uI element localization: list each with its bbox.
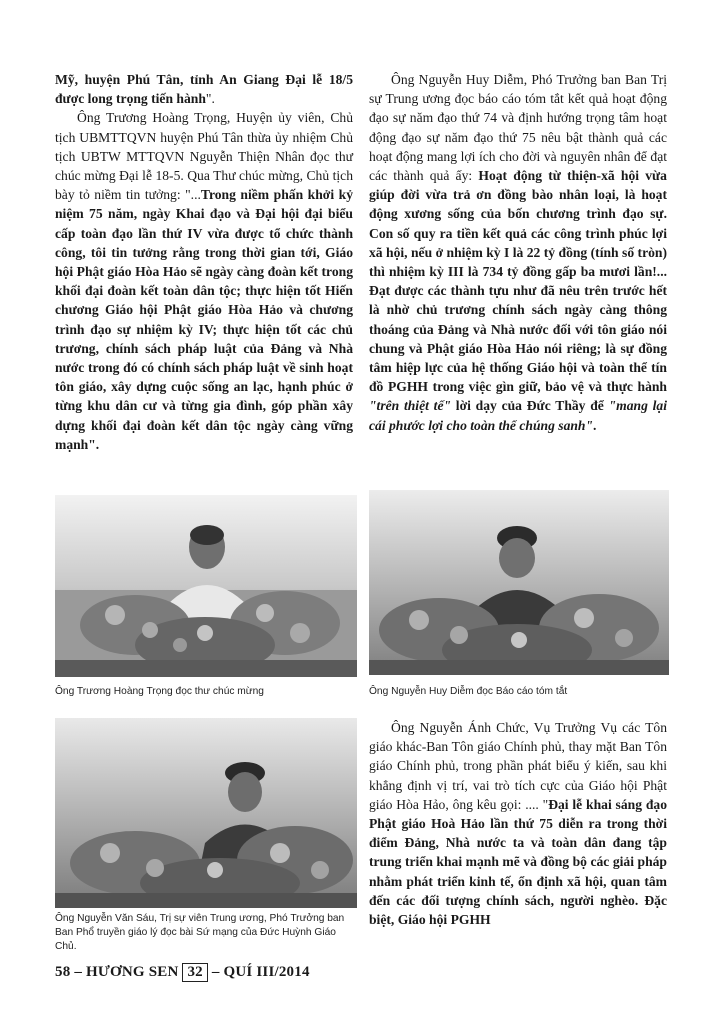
photo-nguyen-huy-diem xyxy=(369,490,669,675)
text: Ông Trương Hoàng Trọng, Huyện ủy viên, Chủ tịch UBMTTQVN huyện Phú Tân thừa ủy nhiệm Chủ tịch UBTW MTTQVN Nguyễn Thiện Nhân đọc thư chúc mừng Đại lễ 18-5. Qua Thư chúc mừng, Chủ tịch bày tỏ niềm tin tưởng: "... xyxy=(55,110,353,203)
photo-caption: Ông Nguyễn Văn Sáu, Trị sự viên Trung ương, Phó Trưởng ban Ban Phổ truyền giáo lý đọc bài Sứ mạng của Đức Huỳnh Giáo Chủ. xyxy=(55,913,345,952)
column-left-text xyxy=(55,70,353,454)
text: ". xyxy=(205,91,215,107)
bold-text: Đại lễ khai sáng đạo Phật giáo Hoà Hảo lần thứ 75 diễn ra trong thời điểm Đảng, Nhà nước ta và toàn dân đang tập trung triển khai mạnh mẽ và đồng bộ các giải pháp nhằm phát triển kinh tế, ổn định xã hội, quan tâm đến các đối tượng chính sách, người nghèo. Đặc biệt, Giáo hội PGHH xyxy=(369,796,667,928)
page-footer xyxy=(55,963,310,982)
issue-date: – QUÍ III/2014 xyxy=(211,964,310,980)
photo-caption: Ông Trương Hoàng Trọng đọc thư chúc mừng xyxy=(55,686,264,697)
bold-text: lời dạy của Đức Thầy để xyxy=(451,398,609,414)
page-number-magazine: 58 – HƯƠNG SEN xyxy=(55,964,179,980)
photo-truong-hoang-trong xyxy=(55,495,357,677)
text: . xyxy=(593,417,597,433)
italic-quote: "trên thiệt tế" xyxy=(369,398,452,414)
paragraph xyxy=(369,70,667,435)
issue-number: 32 xyxy=(182,963,207,982)
text: Ông Nguyễn Ánh Chức, Vụ Trưởng Vụ các Tôn giáo khác-Ban Tôn giáo Chính phủ, thay mặt Ban Tôn giáo Chính phủ, trong phần phát biểu ý kiến, sau khi khẳng định vị trí, vai trò tích cực của Giáo hội Phật giáo Hòa Hảo, ông kêu gọi: .... " xyxy=(369,720,667,812)
bold-text: Mỹ, huyện Phú Tân, tỉnh An Giang Đại lễ 18/5 được long trọng tiến hành xyxy=(55,72,353,107)
paragraph xyxy=(369,718,667,929)
bold-text: Trong niềm phấn khởi kỷ niệm 75 năm, ngày Khai đạo và Đại hội đại biểu cấp toàn đạo lần thứ IV vừa được tổ chức thành công, tôi tin tưởng rằng trong thời gian tới, Giáo hội Phật giáo Hòa Hảo sẽ ngày càng đoàn kết trong khối đại đoàn kết toàn dân tộc; thực hiện tốt Hiến chương Giáo hội Phật giáo Hòa Hảo và chương trình đạo sự nhiệm kỳ IV; thực hiện tốt các chủ trương, chính sách pháp luật của Đảng và Nhà nước trong đó có chính sách pháp luật về sinh hoạt tôn giáo, xây dựng cuộc sống an lạc, hạnh phúc ở từng khu dân cư và từng gia đình, góp phần xây dựng khối đại đoàn kết dân tộc ngày càng vững mạnh". xyxy=(55,187,353,452)
italic-quote: "mang lại cái phước lợi cho toàn thể chúng sanh" xyxy=(369,398,667,433)
column-right-text xyxy=(369,70,667,435)
bold-text: Hoạt động từ thiện-xã hội vừa giúp đời vừa trả ơn đồng bào nhân loại, là hoạt động xương sống của bốn chương trình đạo sự. Con số quy ra tiền kết quả các công trình phúc lợi xã hội, nếu ở nhiệm kỳ I là 22 tỷ đồng (tính số tròn) thì nhiệm kỳ III là 734 tỷ đồng gấp ba mươi lần!... Đạt được các thành tựu như đã nêu trên trước hết là nhờ chủ trương chính sách ngày càng thông thoáng của Đảng và Nhà nước đối với tôn giáo nói chung và Phật giáo Hòa Hảo nói riêng; là sự đồng tâm hiệp lực của hệ thống Giáo hội và toàn thể tín đồ PGHH trong việc gìn giữ, bảo vệ và thực hành xyxy=(369,168,667,395)
paragraph xyxy=(55,108,353,454)
column-right-bottom-text xyxy=(369,718,667,929)
paragraph xyxy=(55,70,353,108)
photo-nguyen-van-sau xyxy=(55,718,357,908)
text: Ông Nguyễn Huy Diễm, Phó Trưởng ban Ban Trị sự Trung ương đọc báo cáo tóm tắt kết quả hoạt động đạo sự năm đạo thứ 74 và định hướng trọng tâm hoạt động đạo sự năm đạo thứ 75 nêu bật thành quả các hoạt động mang lợi ích cho đời và nguyên nhân để đạt các thành quả ấy: xyxy=(369,72,667,184)
photo-caption: Ông Nguyễn Huy Diễm đọc Báo cáo tóm tắt xyxy=(369,686,568,697)
